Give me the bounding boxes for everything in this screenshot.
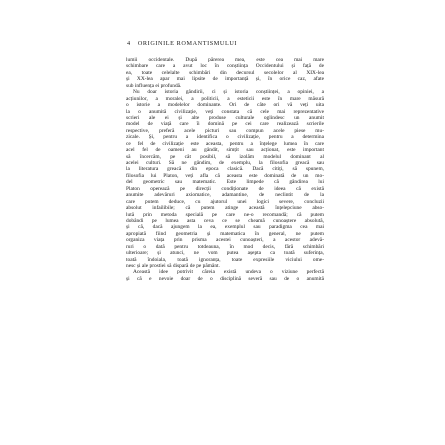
text-line: și că, dacă ajungem la ea, exemplul sau paradigma cea mai [126,224,324,231]
text-line: nesc și ale prostiei să dispară de pe pământ. [126,263,220,269]
text-line: acțiunilor, a moralei, a politicii, a esteticii este în mare măsură [126,95,324,102]
text-line: toată îndoiala, toată ignoranța, toate expresiile viciului ome- [126,256,324,263]
text-line: lumii occidentale. După părerea mea, este cea mai mare [126,57,324,63]
text-line: organiza viața prin prisma acestei cunoașteri, a acestor adevă- [126,237,324,244]
text-line: apropiată fiind geometria și matematica în general, ne putem [126,230,324,237]
body-text [126,57,324,282]
running-title: ORIGINILE ROMANTISMULUI [137,40,238,47]
text-line: Această idee potrivit căreia există undeva o viziune perfectă [133,269,324,276]
text-line: scrieri ale ei și alte produse culturale oglindesc un anumit [126,114,324,121]
text-line: sub influența ei profundă. [126,82,182,89]
text-line: la o anumită civilizație, veți constata că cele mai reprezentative [126,108,324,115]
running-header [127,40,237,47]
text-line: acel fel de oameni au gândit, simțit sau acționat, este important [126,147,324,154]
text-line: la literatura greacă din epoca clasică. Dacă citiți, să spunem, [126,166,324,173]
text-line: anumite adevăruri axiomatice, adamantine, de neclintit de la [126,192,324,199]
text-line: să încercăm, pe cât posibil, să izolăm modelul dominant al [126,153,324,160]
text-line: ea, toate celelalte schimbări din decursul secolelor al XIX-lea [126,69,324,76]
text-line: model de viață care îi domină pe cei care realizează scrierile [126,121,324,128]
text-line: și XX-lea apar mai lipsite de importanță și, în orice caz, afate [126,76,324,83]
text-line: o istorie a modelelor dominante. Ori de câte ori vă veți uita [126,102,324,109]
text-line: zicale. Și, pentru a identifica o civilizație, pentru a determina [126,134,324,141]
text-line: Nu doar istoria gândirii, ci și istoria conștiinței, a opiniei, a [133,89,324,96]
text-line: del geometric sau matematic. Este limpede că gândirea lui [126,179,324,186]
text-line: Platon operează pe direcții condiționate de ideea că există [126,185,324,192]
text-line: lută prin metoda specială pe care ne-o recomandă; că putem [126,211,324,218]
text-line: și că e nevoie doar de o disciplină severă sau de o anumită [126,275,324,282]
text-line: ulterioare; și atunci, ne vom putea așepta ca toată suferința, [126,250,324,257]
text-line: respective, preferă acele picturi sau compun acele piese mu- [126,127,324,134]
text-line: ruri o dată pentru totdeauna, în mod decis, fără schimbări [126,243,324,250]
text-line: absolut infailibile; că putem atinge această înțelepciune abso- [126,205,324,212]
text-line: schimbare care a avut loc în conștiința Occidentului și față de [126,63,324,70]
text-line: acelei culturi. Să ne gândim, de exemplu, la filosofia greacă sau [126,160,324,166]
text-line: filosofia lui Platon, veți afla că aceasta este dominată de un mo- [126,172,324,179]
text-line: ce fel de civilizație este aceasta, pentru a înțelege lumea în care [126,140,324,147]
page-number: 4 [127,40,131,47]
text-line: care putem deduce, cu ajutorul unei logici severe, concluzii [126,198,324,205]
text-line: dobândi pe lumea asta ceva ce se cheamă cunoaștere absolută, [126,217,324,224]
